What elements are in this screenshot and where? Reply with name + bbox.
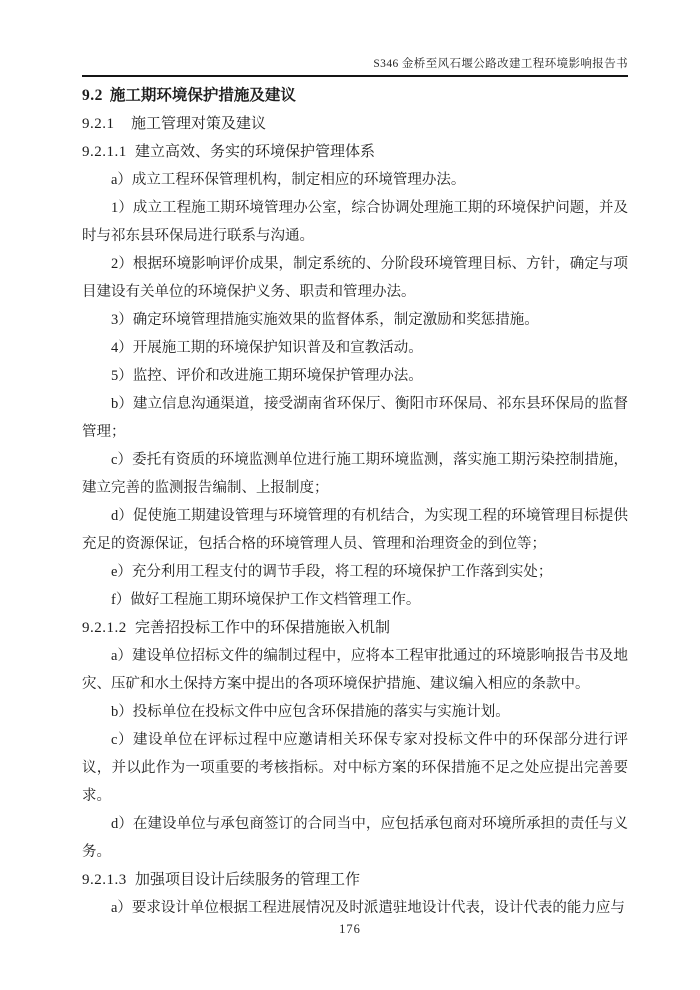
document-body	[82, 82, 628, 922]
list-item-d: d）促使施工期建设管理与环境管理的有机结合，为实现工程的环境管理目标提供充足的资源保证，包括合格的环境管理人员、管理和治理资金的到位等；	[82, 508, 628, 552]
section-heading-9-2-1	[82, 110, 628, 138]
page-footer	[0, 920, 700, 938]
list-item-f: f）做好工程施工期环境保护工作文档管理工作。	[111, 592, 421, 608]
section-number: 9.2.1.3	[82, 872, 127, 888]
list-item-2: 2）根据环境影响评价成果，制定系统的、分阶段环境管理目标、方针，确定与项目建设有关单位的环境保护义务、职责和管理办法。	[82, 256, 628, 300]
section-heading-9-2	[82, 82, 628, 110]
list-item-a: a）建设单位招标文件的编制过程中，应将本工程审批通过的环境影响报告书及地灾、压矿和水土保持方案中提出的各项环境保护措施、建议编入相应的条款中。	[82, 648, 628, 692]
list-item-5: 5）监控、评价和改进施工期环境保护管理办法。	[111, 368, 423, 384]
list-item-c: c）建设单位在评标过程中应邀请相关环保专家对投标文件中的环保部分进行评议，并以此作为一项重要的考核指标。对中标方案的环保措施不足之处应提出完善要求。	[82, 732, 628, 804]
running-header-title: S346 金桥至风石堰公路改建工程环境影响报告书	[373, 58, 628, 70]
list-item-d: d）在建设单位与承包商签订的合同当中，应包括承包商对环境所承担的责任与义务。	[82, 816, 628, 860]
list-item-e: e）充分利用工程支付的调节手段，将工程的环境保护工作落到实处；	[111, 564, 553, 580]
section-heading-9-2-1-2	[82, 614, 628, 642]
section-number: 9.2.1	[82, 116, 115, 132]
section-number: 9.2.1.1	[82, 144, 127, 160]
list-item-4: 4）开展施工期的环境保护知识普及和宣教活动。	[111, 340, 423, 356]
section-number: 9.2	[82, 87, 103, 104]
section-title: 建立高效、务实的环境保护管理体系	[135, 144, 376, 160]
list-item-a: a）成立工程环保管理机构，制定相应的环境管理办法。	[111, 172, 466, 188]
page-header	[82, 0, 628, 85]
section-title: 加强项目设计后续服务的管理工作	[135, 872, 361, 888]
header-divider	[82, 75, 628, 77]
section-heading-9-2-1-1	[82, 138, 628, 166]
list-item-a: a）要求设计单位根据工程进展情况及时派遣驻地设计代表，设计代表的能力应与	[111, 900, 625, 916]
section-title: 施工期环境保护措施及建议	[109, 87, 296, 104]
list-item-b: b）投标单位在投标文件中应包含环保措施的落实与实施计划。	[111, 704, 510, 720]
list-item-3: 3）确定环境管理措施实施效果的监督体系，制定激励和奖惩措施。	[111, 312, 539, 328]
section-heading-9-2-1-3	[82, 866, 628, 894]
list-item-c: c）委托有资质的环境监测单位进行施工期环境监测，落实施工期污染控制措施，建立完善的监测报告编制、上报制度；	[82, 452, 628, 496]
page-number: 176	[339, 922, 361, 936]
section-title: 施工管理对策及建议	[131, 116, 267, 132]
section-title: 完善招投标工作中的环保措施嵌入机制	[135, 620, 391, 636]
list-item-1: 1）成立工程施工期环境管理办公室，综合协调处理施工期的环境保护问题，并及时与祁东县环保局进行联系与沟通。	[82, 200, 628, 244]
section-number: 9.2.1.2	[82, 620, 127, 636]
list-item-b: b）建立信息沟通渠道，接受湖南省环保厅、衡阳市环保局、祁东县环保局的监督管理；	[82, 396, 628, 440]
